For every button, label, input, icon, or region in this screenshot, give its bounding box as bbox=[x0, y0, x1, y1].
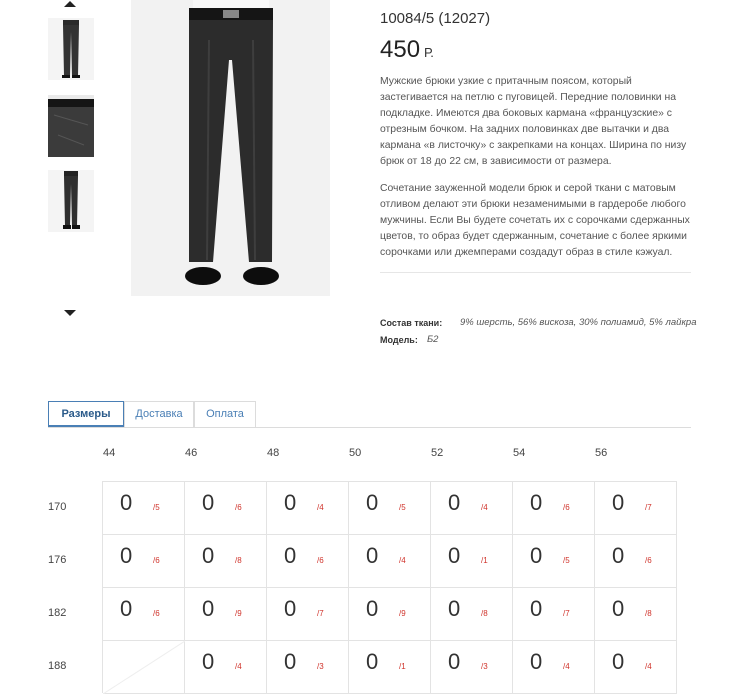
stock-cell[interactable] bbox=[267, 588, 349, 641]
stock-total: /4 bbox=[235, 662, 242, 671]
stock-cell[interactable] bbox=[103, 535, 185, 588]
stock-qty: 0 bbox=[202, 649, 215, 674]
stock-total: /6 bbox=[153, 556, 160, 565]
stock-qty: 0 bbox=[448, 649, 461, 674]
stock-cell[interactable] bbox=[431, 588, 513, 641]
stock-cell[interactable] bbox=[349, 588, 431, 641]
stock-total: /6 bbox=[235, 503, 242, 512]
height-label: 176 bbox=[48, 554, 67, 566]
stock-cell[interactable] bbox=[431, 641, 513, 694]
size-header: 48 bbox=[267, 447, 280, 459]
stock-qty: 0 bbox=[448, 490, 461, 515]
stock-qty: 0 bbox=[366, 490, 379, 515]
stock-qty: 0 bbox=[530, 490, 543, 515]
stock-cell[interactable] bbox=[185, 535, 267, 588]
price-value: 450 bbox=[380, 36, 421, 63]
fabric-value: 9% шерсть, 56% вискоза, 30% полиамид, 5% лайкра bbox=[460, 317, 697, 328]
height-label: 170 bbox=[48, 501, 67, 513]
description-paragraph: Мужские брюки узкие с притачным поясом, который застегивается на петлю с пуговицей. Передние половинки на подкладке. Имеются два боковых кармана «французские» с отрезным бочком. На задних половинках две вытачки и два кармана «в листочку» с закрепками на концах. Ширина по низу брюк от 18 до 22 см, в зависимости от размера. bbox=[380, 76, 687, 167]
stock-qty: 0 bbox=[366, 649, 379, 674]
gallery-up-arrow-icon[interactable] bbox=[64, 1, 76, 7]
stock-qty: 0 bbox=[202, 596, 215, 621]
stock-total: /8 bbox=[645, 609, 652, 618]
product-sku: 10084/5 (12027) bbox=[380, 10, 491, 27]
stock-total: /9 bbox=[235, 609, 242, 618]
size-header: 50 bbox=[349, 447, 362, 459]
stock-cell[interactable] bbox=[185, 641, 267, 694]
tab-delivery[interactable]: Доставка bbox=[124, 401, 194, 427]
stock-cell[interactable] bbox=[349, 482, 431, 535]
stock-cell[interactable] bbox=[267, 535, 349, 588]
stock-total: /3 bbox=[481, 662, 488, 671]
stock-total: /5 bbox=[563, 556, 570, 565]
stock-cell[interactable] bbox=[595, 588, 677, 641]
stock-qty: 0 bbox=[530, 543, 543, 568]
tab-payment[interactable]: Оплата bbox=[194, 401, 256, 427]
stock-total: /3 bbox=[317, 662, 324, 671]
stock-cell[interactable] bbox=[103, 588, 185, 641]
stock-cell[interactable] bbox=[595, 482, 677, 535]
stock-total: /4 bbox=[399, 556, 406, 565]
stock-total: /6 bbox=[317, 556, 324, 565]
stock-cell[interactable] bbox=[185, 482, 267, 535]
stock-total: /1 bbox=[399, 662, 406, 671]
fabric-label: Состав ткани: bbox=[380, 318, 443, 328]
stock-qty: 0 bbox=[120, 490, 133, 515]
model-value: Б2 bbox=[427, 334, 439, 345]
stock-qty: 0 bbox=[448, 596, 461, 621]
height-label: 182 bbox=[48, 607, 67, 619]
stock-total: /7 bbox=[645, 503, 652, 512]
size-stock-grid bbox=[102, 481, 677, 693]
product-price bbox=[380, 36, 434, 64]
height-label: 188 bbox=[48, 660, 67, 672]
diagonal-line-icon bbox=[103, 641, 185, 694]
stock-cell[interactable] bbox=[431, 535, 513, 588]
stock-qty: 0 bbox=[366, 543, 379, 568]
stock-qty: 0 bbox=[202, 543, 215, 568]
stock-cell[interactable] bbox=[431, 482, 513, 535]
stock-total: /9 bbox=[399, 609, 406, 618]
stock-qty: 0 bbox=[284, 596, 297, 621]
stock-total: /6 bbox=[645, 556, 652, 565]
model-label: Модель: bbox=[380, 335, 418, 345]
stock-qty: 0 bbox=[120, 543, 133, 568]
stock-cell[interactable] bbox=[267, 641, 349, 694]
price-currency: Р. bbox=[424, 45, 434, 60]
thumbnail-front-view[interactable] bbox=[48, 18, 94, 80]
stock-qty: 0 bbox=[284, 490, 297, 515]
size-header: 56 bbox=[595, 447, 608, 459]
info-divider bbox=[380, 272, 691, 273]
stock-qty: 0 bbox=[202, 490, 215, 515]
product-description bbox=[380, 74, 692, 272]
gallery-down-arrow-icon[interactable] bbox=[64, 310, 76, 316]
stock-total: /6 bbox=[153, 609, 160, 618]
stock-cell[interactable] bbox=[267, 482, 349, 535]
product-main-image bbox=[131, 0, 330, 296]
stock-qty: 0 bbox=[612, 490, 625, 515]
stock-total: /4 bbox=[317, 503, 324, 512]
thumbnail-side-view[interactable] bbox=[48, 170, 94, 232]
size-header: 52 bbox=[431, 447, 444, 459]
tabs-underline bbox=[48, 427, 691, 428]
size-header: 46 bbox=[185, 447, 198, 459]
stock-cell[interactable] bbox=[513, 535, 595, 588]
stock-cell[interactable] bbox=[595, 641, 677, 694]
stock-cell[interactable] bbox=[513, 641, 595, 694]
stock-cell[interactable] bbox=[513, 482, 595, 535]
empty-cell bbox=[103, 641, 185, 694]
stock-cell[interactable] bbox=[185, 588, 267, 641]
description-paragraph: Сочетание зауженной модели брюк и серой ткани с матовым отливом делают эти брюки незаменимыми в гардеробе любого мужчины. Если Вы будете сочетать их с сорочками сдержанных цветов, то образ будет сдержанным, сочетание с более яркими сорочками или джемперами создадут образ в стиле кэжуал. bbox=[380, 183, 690, 258]
stock-qty: 0 bbox=[284, 649, 297, 674]
stock-cell[interactable] bbox=[513, 588, 595, 641]
stock-qty: 0 bbox=[366, 596, 379, 621]
stock-total: /5 bbox=[399, 503, 406, 512]
stock-total: /7 bbox=[317, 609, 324, 618]
stock-total: /8 bbox=[481, 609, 488, 618]
stock-total: /5 bbox=[153, 503, 160, 512]
stock-cell[interactable] bbox=[349, 641, 431, 694]
size-header: 54 bbox=[513, 447, 526, 459]
stock-total: /1 bbox=[481, 556, 488, 565]
stock-qty: 0 bbox=[530, 596, 543, 621]
stock-total: /4 bbox=[563, 662, 570, 671]
stock-qty: 0 bbox=[530, 649, 543, 674]
tab-sizes[interactable]: Размеры bbox=[48, 401, 124, 427]
stock-cell[interactable] bbox=[349, 535, 431, 588]
stock-total: /8 bbox=[235, 556, 242, 565]
stock-qty: 0 bbox=[612, 596, 625, 621]
stock-qty: 0 bbox=[284, 543, 297, 568]
stock-cell[interactable] bbox=[595, 535, 677, 588]
stock-total: /6 bbox=[563, 503, 570, 512]
stock-qty: 0 bbox=[120, 596, 133, 621]
stock-cell[interactable] bbox=[103, 482, 185, 535]
stock-qty: 0 bbox=[448, 543, 461, 568]
stock-qty: 0 bbox=[612, 543, 625, 568]
stock-total: /7 bbox=[563, 609, 570, 618]
thumbnail-waist-detail[interactable] bbox=[48, 95, 94, 157]
size-header: 44 bbox=[103, 447, 116, 459]
stock-total: /4 bbox=[645, 662, 652, 671]
stock-total: /4 bbox=[481, 503, 488, 512]
stock-qty: 0 bbox=[612, 649, 625, 674]
